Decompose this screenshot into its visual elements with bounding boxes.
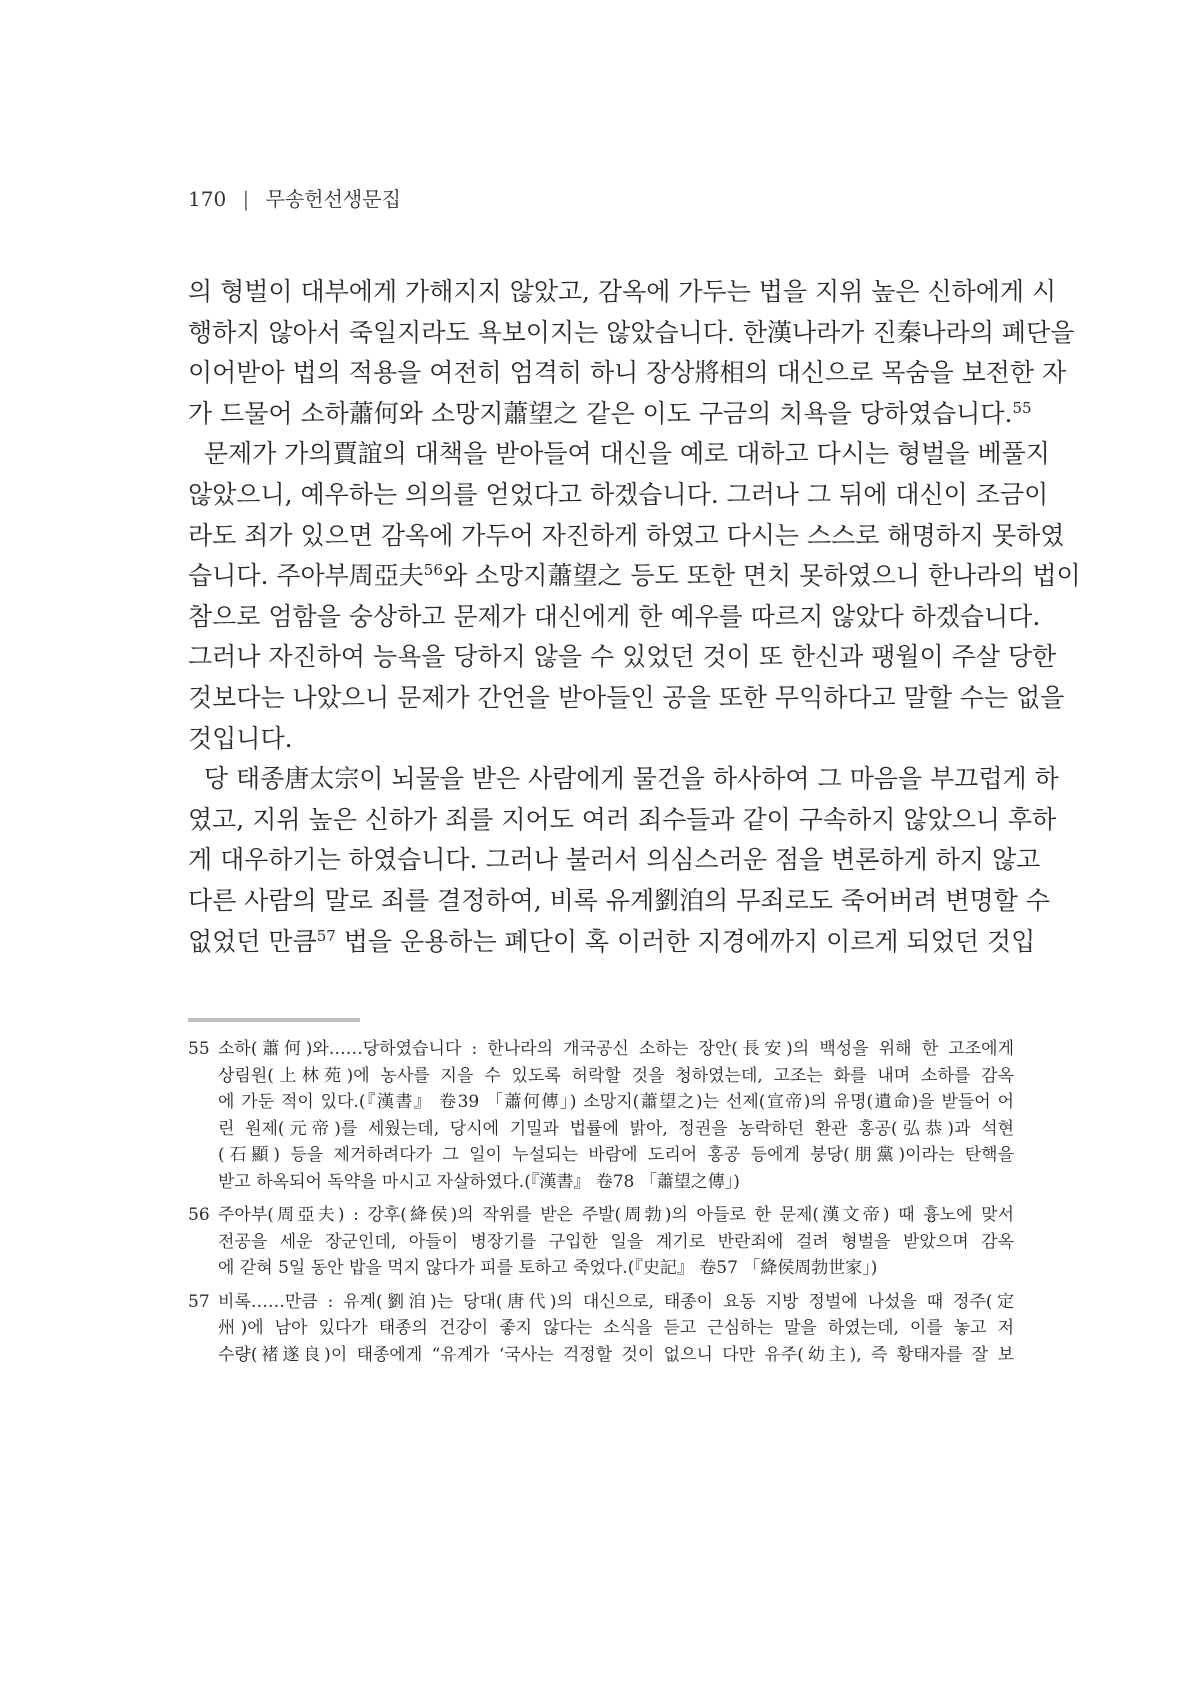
body-line: 것입니다.	[188, 723, 293, 753]
footnote-line	[188, 1036, 1014, 1063]
footnote-57	[188, 1289, 1014, 1369]
body-line: 그러나 자진하여 능욕을 당하지 않을 수 있었던 것이 또 한신과 팽월이 주살 당한	[188, 642, 1057, 672]
body-line	[188, 556, 1081, 597]
body-line: 이어받아 법의 적용을 여전히 엄격히 하니 장상將相의 대신으로 목숨을 보전한 자	[188, 358, 1067, 388]
footnote-line: 에 가둔 적이 있다.(『漢書』 卷39 「蕭何傳」) 소망지(蕭望之)는 선제(宣帝)의 유명(遺命)을 받들어 어	[218, 1092, 1014, 1112]
footnote-line: 州)에 남아 있다가 태종의 건강이 좋지 않다는 소식을 듣고 근심하는 말을 하였는데, 이를 놓고 저	[218, 1318, 1014, 1338]
footnote-56	[188, 1202, 1014, 1282]
body-line: 문제가 가의賈誼의 대책을 받아들여 대신을 예로 대하고 다시는 형벌을 베풀지	[188, 439, 1050, 469]
footnote-line: 린 원제(元帝)를 세웠는데, 당시에 기밀과 법률에 밝아, 정권을 농락하던 환관 홍공(弘恭)과 석현	[218, 1118, 1014, 1139]
body-line	[188, 394, 1032, 435]
body-line: 것보다는 나았으니 문제가 간언을 받아들인 공을 또한 무익하다고 말할 수는 없을	[188, 682, 1065, 712]
footnotes	[188, 1036, 1014, 1375]
footnote-line: 전공을 세운 장군인데, 아들이 병장기를 구입한 일을 계기로 반란죄에 걸려 형벌을 받았으며 감옥	[218, 1231, 1014, 1252]
body-line: 다른 사람의 말로 죄를 결정하여, 비록 유계劉洎의 무죄로도 죽어버려 변명할 수	[188, 885, 1050, 915]
footnote-divider	[188, 1018, 360, 1022]
body-line: 라도 죄가 있으면 감옥에 가두어 자진하게 하였고 다시는 스스로 해명하지 못하였	[188, 520, 1065, 550]
footnote-55	[188, 1036, 1014, 1195]
book-title: 무송헌선생문집	[265, 187, 401, 211]
footnote-line	[188, 1289, 1014, 1316]
running-header	[188, 183, 401, 212]
footnote-line: 상림원(上林苑)에 농사를 지을 수 있도록 허락할 것을 청하였는데, 고조는 화를 내며 소하를 감옥	[218, 1065, 1014, 1086]
body-line	[188, 922, 1036, 963]
body-line-text: 법을 운용하는 폐단이 혹 이러한 지경에까지 이르게 되었던 것입	[335, 926, 1036, 956]
footnote-ref[interactable]: 57	[316, 926, 336, 945]
body-line: 의 형벌이 대부에게 가해지지 않았고, 감옥에 가두는 법을 지위 높은 신하에게 시	[188, 277, 1057, 306]
footnote-line: 받고 하옥되어 독약을 마시고 자살하였다.(『漢書』 卷78 「蕭望之傳」)	[218, 1171, 740, 1192]
body-line: 참으로 엄함을 숭상하고 문제가 대신에게 한 예우를 따르지 않았다 하겠습니다.	[188, 601, 1041, 631]
footnote-number: 55	[188, 1039, 210, 1059]
footnote-line: (石顯) 등을 제거하려다가 그 일이 누설되는 바람에 도리어 홍공 등에게 붕당(朋黨)이라는 탄핵을	[218, 1145, 1014, 1165]
body-text	[188, 272, 1081, 962]
footnote-ref[interactable]: 55	[1012, 398, 1032, 417]
footnote-line: 에 갇혀 5일 동안 밥을 먹지 않다가 피를 토하고 죽었다.(『史記』 卷57 「絳侯周勃世家」)	[218, 1258, 878, 1278]
body-line-text: 가 드물어 소하蕭何와 소망지蕭望之 같은 이도 구금의 치욕을 당하였습니다.	[188, 398, 1013, 428]
body-line-text: 없었던 만큼	[188, 926, 317, 956]
footnote-line	[188, 1202, 1014, 1229]
footnote-line: 수량(褚遂良)이 태종에게 “유계가 ‘국사는 걱정할 것이 없으니 다만 유주(幼主), 즉 황태자를 잘 보	[218, 1344, 1014, 1365]
body-line: 않았으니, 예우하는 의의를 얻었다고 하겠습니다. 그러나 그 뒤에 대신이 조금이	[188, 479, 1049, 509]
body-line-text: 습니다. 주아부周亞夫	[188, 561, 424, 591]
footnote-text: 소하(蕭何)와……당하였습니다 : 한나라의 개국공신 소하는 장안(長安)의 백성을 위해 한 고조에게	[218, 1039, 1014, 1059]
footnote-text: 비록……만큼 : 유계(劉洎)는 당대(唐代)의 대신으로, 태종이 요동 지방 정벌에 나섰을 때 정주(定	[218, 1291, 1014, 1312]
body-line: 게 대우하기는 하였습니다. 그러나 불러서 의심스러운 점을 변론하게 하지 않고	[188, 845, 1041, 875]
body-line: 행하지 않아서 죽일지라도 욕보이지는 않았습니다. 한漢나라가 진秦나라의 폐단을	[188, 317, 1075, 347]
body-line: 였고, 지위 높은 신하가 죄를 지어도 여러 죄수들과 같이 구속하지 않았으니 후하	[188, 804, 1057, 834]
footnote-number: 56	[188, 1205, 210, 1225]
footnote-number: 57	[188, 1291, 210, 1312]
footnote-text: 주아부(周亞夫) : 강후(絳侯)의 작위를 받은 주발(周勃)의 아들로 한 문제(漢文帝) 때 흉노에 맞서	[218, 1205, 1014, 1225]
footnote-ref[interactable]: 56	[423, 561, 443, 580]
page-number: 170	[188, 187, 227, 211]
body-line: 당 태종唐太宗이 뇌물을 받은 사람에게 물건을 하사하여 그 마음을 부끄럽게 하	[188, 764, 1059, 794]
body-line-text: 와 소망지蕭望之 등도 또한 면치 못하였으니 한나라의 법이	[442, 561, 1081, 591]
header-separator: |	[242, 187, 250, 211]
